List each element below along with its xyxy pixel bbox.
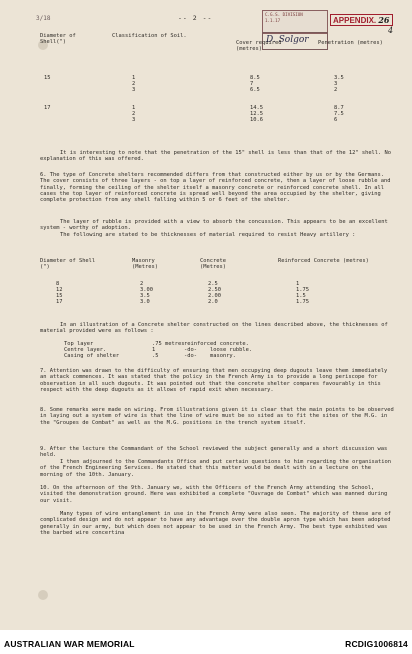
table2-cell: 3.00: [140, 287, 153, 293]
table2-cell: 2.5: [208, 281, 218, 287]
table2-cell: 3.0: [140, 299, 150, 305]
stamp-date: 1.1.17: [265, 18, 281, 23]
paragraph-7: 7. Attention was drawn to the difficulty of ensuring that men occupying deep dugouts leave them immediately an attack commences. It was stated that the policy in the French Army is to provide a long periscope for observation in all such dugouts. It was pointed out that the concrete shelter compares favourably in this respect with the deep dugouts as it allows of rapid exit when necessary.: [40, 368, 388, 393]
paragraph: I then adjourned to the Commandants Office and put certain questions to him regarding the organisation of the French Engineering Services. He stated that this matter would be dealt with in a lecture on the morning of the 10th. January.: [40, 459, 392, 478]
layer-thickness: .5: [152, 353, 159, 359]
table2-cell: 2: [140, 281, 144, 287]
table2-header: Masonry (Metres): [132, 258, 158, 271]
table2-cell: 17: [56, 299, 63, 305]
table1-cell: 7.5: [334, 111, 344, 117]
table2-header: Concrete (Metres): [200, 258, 226, 271]
page-marker: -- 2 --: [178, 14, 213, 22]
appendix-label: APPENDIX.: [333, 16, 377, 25]
paragraph: The following are stated to be thicknesses of material required to resist Heavy artillery :: [60, 232, 356, 238]
table1-cell: 2: [132, 111, 136, 117]
table1-cell: 2: [132, 81, 136, 87]
paragraph: Many types of wire entanglement in use in the French Army were also seen. The majority of these are of complicated design and do not appear to have any advantage over the double apron type which has been adopted generally in our army, but which does not appear to be used in the French Army. The best type exhibited was the barbed wire concertina: [40, 511, 392, 536]
appendix-stamp: [330, 14, 393, 26]
table1-cell: 1: [132, 105, 136, 111]
table1-cell: 15: [44, 75, 51, 81]
table2-cell: 2.0: [208, 299, 218, 305]
table1-cell: 3.5: [334, 75, 344, 81]
table1-cell: 14.5: [250, 105, 263, 111]
binder-hole: [38, 590, 48, 600]
layer-desc: reinforced concrete.: [184, 341, 249, 347]
footer-id: RCDIG1006814: [345, 639, 408, 649]
table1-cell: 8.5: [250, 75, 260, 81]
table1-cell: 6: [334, 117, 338, 123]
table1-cell: 3: [132, 117, 136, 123]
table1-cell: 7: [250, 81, 254, 87]
layer-desc: -do- masonry.: [184, 353, 236, 359]
appendix-number: 26: [378, 15, 390, 25]
signature: D. Solgor: [266, 35, 309, 45]
stamp-text: C.G.S. DIVISION: [265, 12, 303, 17]
table2-header: Reinforced Concrete (metres): [278, 258, 369, 264]
table1-cell: 1: [132, 75, 136, 81]
table1-cell: 2: [334, 87, 338, 93]
layer-thickness: .75 metres: [152, 341, 185, 347]
layer-desc: -do- loose rubble.: [184, 347, 253, 353]
footer-bar: [0, 630, 412, 654]
footer-source: AUSTRALIAN WAR MEMORIAL: [4, 639, 135, 649]
layer-thickness: 1: [152, 347, 156, 353]
layer-name: Top layer: [64, 341, 94, 347]
table1-cell: 3: [132, 87, 136, 93]
table2-cell: 1.75: [296, 287, 309, 293]
appendix-sub: 4: [388, 26, 394, 35]
table1-cell: 17: [44, 105, 51, 111]
office-stamp: [262, 10, 328, 34]
table2-cell: 2.00: [208, 293, 221, 299]
table2-cell: 1.5: [296, 293, 306, 299]
table2-cell: 2.50: [208, 287, 221, 293]
table2-cell: 8: [56, 281, 60, 287]
table2-cell: 15: [56, 293, 63, 299]
table2-cell: 12: [56, 287, 63, 293]
table2-cell: 3.5: [140, 293, 150, 299]
table1-header: Classification of Soil.: [112, 33, 187, 39]
table1-header: Penetration (metres): [318, 40, 383, 46]
margin-note: 3/18: [36, 15, 51, 22]
table1-header: Cover required (metres): [236, 40, 282, 53]
layer-name: Centre layer.: [64, 347, 107, 353]
paragraph: It is interesting to note that the penetration of the 15" shell is less than that of the 12" shell. No explanation of this was offered.: [40, 150, 392, 163]
table1-cell: 8.7: [334, 105, 344, 111]
table1-cell: 10.6: [250, 117, 263, 123]
paragraph-8: 8. Some remarks were made on wiring. From illustrations given it is clear that the main points to be observed in laying out a system of wire is that the line of wire must be so sited as to fit the sites of the M.G. in the "Groupes de Combat" as well as the M.G. positions in the trench system itself.: [40, 407, 394, 426]
table2-cell: 1.75: [296, 299, 309, 305]
table2-cell: 1: [296, 281, 300, 287]
table1-cell: 12.5: [250, 111, 263, 117]
table1-header: Diameter of Shell("): [40, 33, 76, 46]
paragraph: In an illustration of a Concrete shelter constructed on the lines described above, the thicknesses of material provided were as follows :: [40, 322, 388, 335]
table2-header: Diameter of Shell ("): [40, 258, 96, 271]
table1-cell: 3: [334, 81, 338, 87]
layer-name: Casing of shelter: [64, 353, 120, 359]
paragraph-6: 6. The type of Concrete shelters recommended differs from that constructed either by us or by the Germans. The cover consists of three layers - on top a layer of reinforced concrete, then a layer of loose rubble and finally, forming the ceiling of the shelter itself a masonry concrete or reinforced concrete shell. In all cases the top layer of reinforced concrete is spread well beyond the area occupied by the shelter, giving complete protection from any shell falling within 5 or 6 feet of the shelter.: [40, 172, 391, 204]
paragraph-9: 9. After the lecture the Commandant of the School reviewed the subject generally and a short discussion was held.: [40, 446, 388, 459]
paragraph: The layer of rubble is provided with a view to absorb the concussion. This appears to be an excellent system - worthy of adoption.: [40, 219, 388, 232]
paragraph-10: 10. On the afternoon of the 9th. January we, with the Officers of the French Army attending the School, visited the demonstration ground. Here was exhibited a complete "Ouvrage de Combat" which was manned during our visit.: [40, 485, 388, 504]
table1-cell: 6.5: [250, 87, 260, 93]
